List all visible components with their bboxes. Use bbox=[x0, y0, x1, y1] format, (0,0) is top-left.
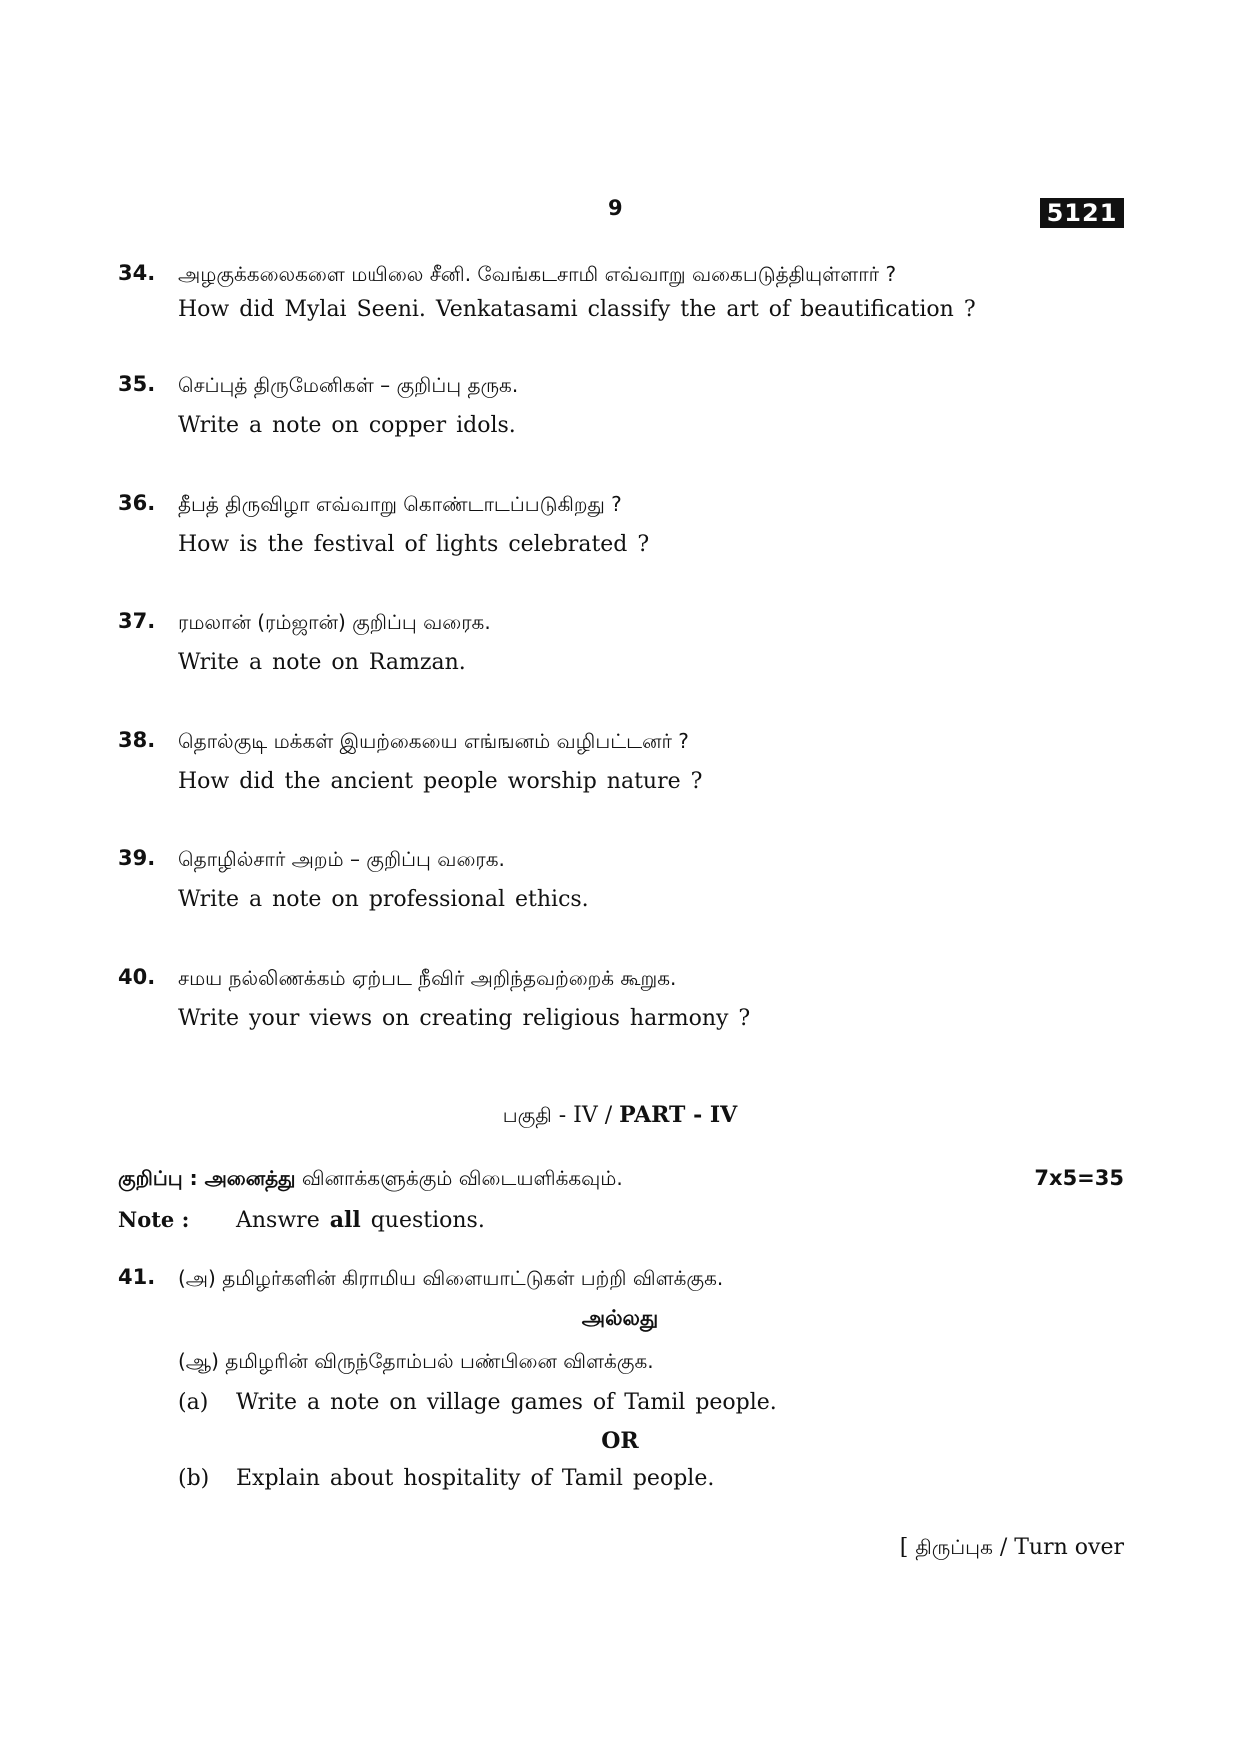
question-english: Write a note on Ramzan. bbox=[178, 650, 466, 675]
section-heading-separator: - IV / bbox=[551, 1103, 620, 1128]
option-b-english: Explain about hospitality of Tamil people. bbox=[236, 1466, 715, 1491]
turn-over-note bbox=[700, 1535, 1124, 1562]
note-english-label: Note : bbox=[118, 1207, 190, 1232]
question-english: Write your views on creating religious harmony ? bbox=[178, 1006, 751, 1031]
paper-code-badge: 5121 bbox=[1040, 198, 1124, 228]
note-english-pre: Answre bbox=[236, 1208, 330, 1233]
question-english: How did Mylai Seeni. Venkatasami classify the art of beautification ? bbox=[178, 297, 976, 322]
question-number: 38. bbox=[118, 728, 156, 752]
question-number: 40. bbox=[118, 965, 156, 989]
question-tamil: தொழில்சார் அறம் – குறிப்பு வரைக. bbox=[178, 847, 505, 871]
question-number: 41. bbox=[118, 1265, 156, 1289]
section-heading bbox=[0, 1102, 1240, 1130]
question-english: How is the festival of lights celebrated ? bbox=[178, 532, 650, 557]
page-number: 9 bbox=[608, 196, 623, 220]
turn-over-english: / Turn over bbox=[992, 1535, 1124, 1560]
note-english-post: questions. bbox=[360, 1208, 485, 1233]
option-a-label: (a) bbox=[178, 1390, 209, 1415]
turn-over-tamil: திருப்புக bbox=[915, 1535, 993, 1559]
question-english: Write a note on copper idols. bbox=[178, 413, 516, 438]
question-english: How did the ancient people worship nature ? bbox=[178, 769, 703, 794]
or-english: OR bbox=[601, 1428, 639, 1454]
option-a-tamil: (அ) தமிழர்களின் கிராமிய விளையாட்டுகள் பற்றி விளக்குக. bbox=[178, 1266, 724, 1290]
note-tamil-bold: அனைத்து bbox=[204, 1166, 296, 1190]
question-tamil: தீபத் திருவிழா எவ்வாறு கொண்டாடப்படுகிறது ? bbox=[178, 492, 622, 516]
question-tamil: சமய நல்லிணக்கம் ஏற்பட நீவிர் அறிந்தவற்றைக் கூறுக. bbox=[178, 966, 677, 990]
note-english-bold: all bbox=[329, 1207, 361, 1233]
note-english bbox=[236, 1207, 485, 1233]
question-number: 35. bbox=[118, 372, 156, 396]
question-number: 39. bbox=[118, 846, 156, 870]
or-tamil: அல்லது bbox=[581, 1306, 659, 1330]
option-a-english: Write a note on village games of Tamil people. bbox=[236, 1390, 777, 1415]
question-number: 36. bbox=[118, 491, 156, 515]
question-number: 37. bbox=[118, 609, 156, 633]
question-tamil: செப்புத் திருமேனிகள் – குறிப்பு தருக. bbox=[178, 373, 519, 397]
turn-over-prefix: [ bbox=[899, 1535, 916, 1560]
question-tamil: அழகுக்கலைகளை மயிலை சீனி. வேங்கடசாமி எவ்வாறு வகைபடுத்தியுள்ளார் ? bbox=[178, 262, 897, 286]
question-number: 34. bbox=[118, 261, 156, 285]
question-english: Write a note on professional ethics. bbox=[178, 887, 589, 912]
option-b-label: (b) bbox=[178, 1466, 210, 1491]
question-tamil: தொல்குடி மக்கள் இயற்கையை எங்ஙனம் வழிபட்டனர் ? bbox=[178, 729, 689, 753]
note-tamil-label: குறிப்பு : bbox=[118, 1166, 205, 1190]
note-tamil bbox=[118, 1166, 623, 1193]
question-tamil: ரமலான் (ரம்ஜான்) குறிப்பு வரைக. bbox=[178, 610, 491, 634]
note-tamil-text: வினாக்களுக்கும் விடையளிக்கவும். bbox=[295, 1166, 623, 1190]
section-heading-english: PART - IV bbox=[619, 1102, 738, 1128]
section-heading-tamil: பகுதி bbox=[502, 1103, 552, 1127]
option-b-tamil: (ஆ) தமிழரின் விருந்தோம்பல் பண்பினை விளக்குக. bbox=[178, 1349, 654, 1373]
marks-scheme: 7x5=35 bbox=[1034, 1166, 1124, 1190]
